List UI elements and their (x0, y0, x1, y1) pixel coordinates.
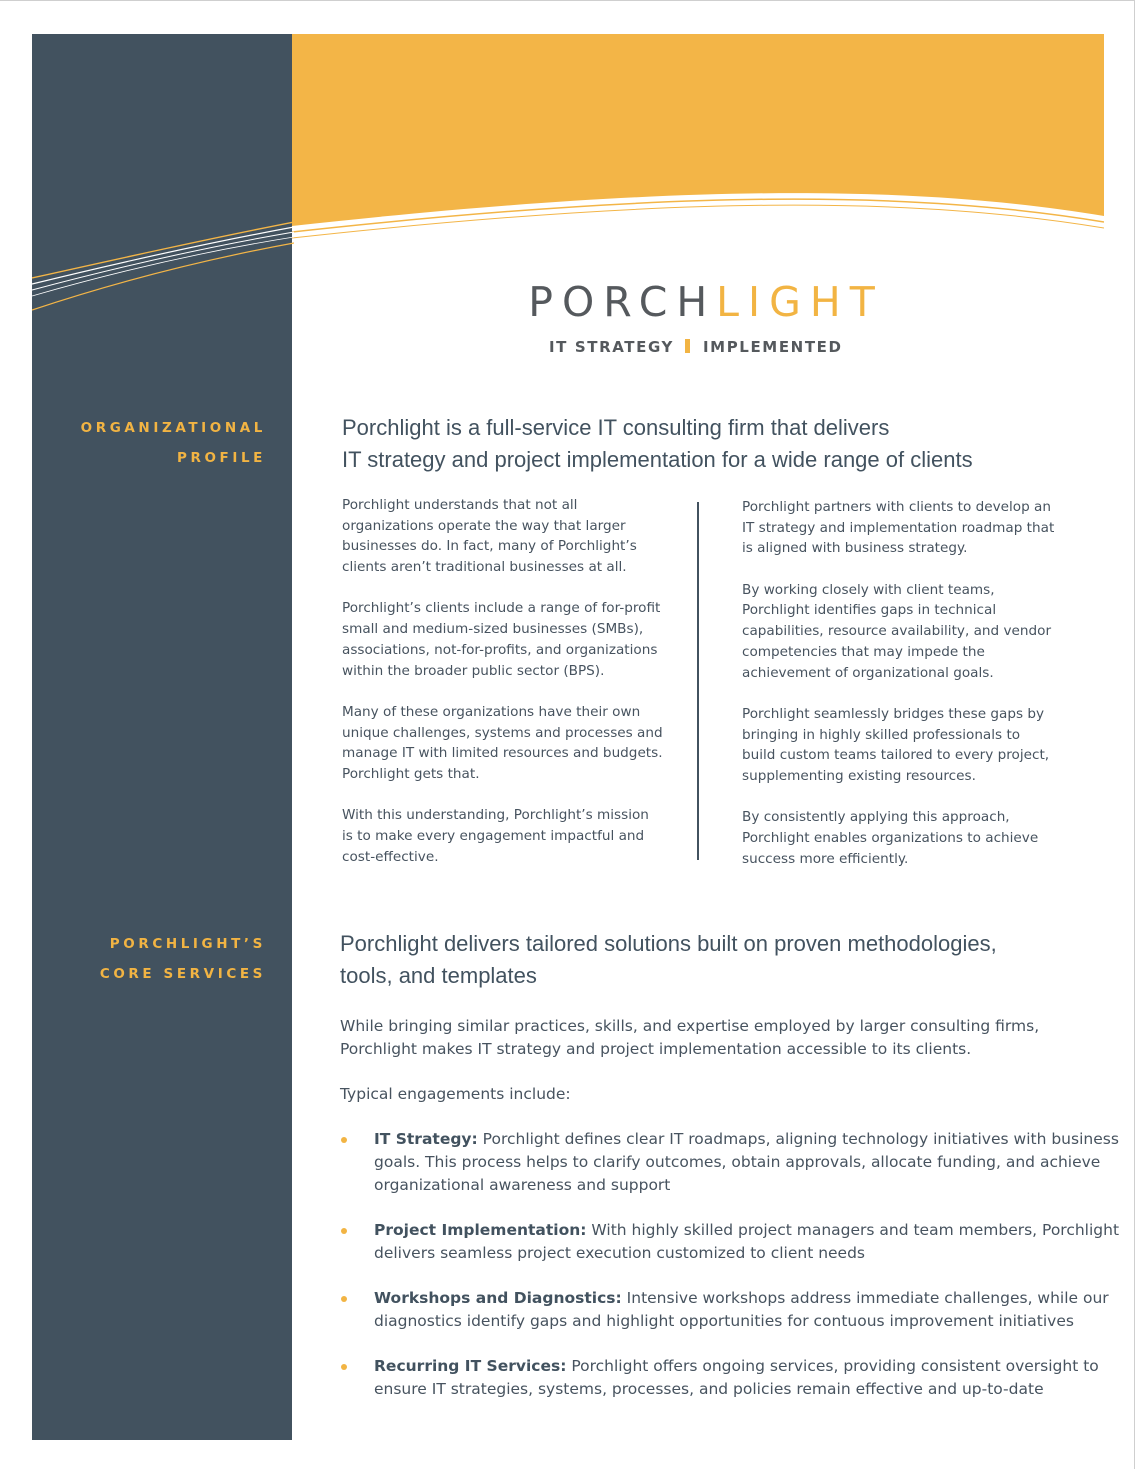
org-profile-heading-line1: Porchlight is a full-service IT consulting firm that delivers (342, 415, 890, 440)
engagement-item (340, 1355, 1100, 1401)
right_column-line: By consistently applying this approach, (742, 809, 1010, 826)
engagement-item (340, 1287, 1109, 1333)
left_column-line: clients aren’t traditional businesses at all. (342, 559, 627, 576)
right_column-line: build custom teams tailored to every project, (742, 747, 1050, 764)
engagement-item (340, 1219, 1120, 1265)
engagement-term: Recurring IT Services: (374, 1357, 567, 1375)
bullet-dot-icon (341, 1296, 347, 1302)
engagement-item-line (374, 1128, 1119, 1151)
left_column-line: is to make every engagement impactful and (342, 827, 645, 844)
right_column-paragraph (742, 497, 1054, 559)
right_column-paragraph (742, 704, 1054, 787)
engagement-item-line: ensure IT strategies, systems, processes, and policies remain effective and up-to-date (374, 1380, 1044, 1398)
core-services-heading-line2: tools, and templates (340, 963, 537, 988)
logo-porch: PORCH (528, 278, 717, 326)
org-profile-right-column (742, 497, 1054, 890)
logo-wordmark (0, 278, 1136, 326)
left_column-line: cost-effective. (342, 848, 439, 865)
left_column-line: With this understanding, Porchlight’s mission (342, 807, 649, 824)
engagement-item (340, 1128, 1119, 1197)
engagement-description: Porchlight offers ongoing services, providing consistent oversight to (566, 1357, 1099, 1375)
bullet-dot-icon (341, 1137, 347, 1143)
left_column-line: within the broader public sector (BPS). (342, 662, 605, 679)
engagement-item-line: diagnostics identify gaps and highlight opportunities for contuous improvement initiatives (374, 1312, 1074, 1330)
org-profile-heading (342, 412, 973, 476)
right_column-line: success more efficiently. (742, 850, 909, 867)
tagline-separator (685, 339, 690, 353)
engagement-term: IT Strategy: (374, 1130, 478, 1148)
core-services-heading (340, 928, 997, 992)
right_column-paragraph (742, 807, 1054, 869)
left_column-line: small and medium-sized businesses (SMBs), (342, 621, 644, 638)
core-services-label-line1: PORCHLIGHT’S (109, 936, 266, 952)
left_column-paragraph (342, 805, 663, 867)
core-services-intro-line1: While bringing similar practices, skills, and expertise employed by larger consulting firms, (340, 1017, 1040, 1035)
right_column-line: Porchlight enables organizations to achieve (742, 829, 1039, 846)
engagement-item-line: delivers seamless project execution customized to client needs (374, 1244, 866, 1262)
left_column-paragraph (342, 598, 663, 681)
bullet-dot-icon (341, 1364, 347, 1370)
right_column-line: Porchlight seamlessly bridges these gaps by (742, 705, 1045, 722)
tagline-right: IMPLEMENTED (703, 338, 843, 356)
right_column-line: Porchlight partners with clients to develop an (742, 499, 1051, 515)
engagement-term: Workshops and Diagnostics: (374, 1289, 622, 1307)
left_column-line: Many of these organizations have their own (342, 703, 641, 720)
left_column-paragraph (342, 495, 663, 578)
left_column-line: Porchlight gets that. (342, 765, 480, 782)
right_column-line: Porchlight identifies gaps in technical (742, 602, 997, 619)
org-profile-label (81, 413, 266, 473)
left_column-line: unique challenges, systems and processes and (342, 724, 663, 741)
left_column-line: Porchlight understands that not all (342, 497, 578, 513)
engagement-term: Project Implementation: (374, 1221, 587, 1239)
right_column-line: By working closely with client teams, (742, 581, 995, 598)
core-services-intro (340, 1015, 1039, 1061)
left_column-line: Porchlight’s clients include a range of for-profit (342, 600, 661, 617)
core-services-intro-line2: Porchlight makes IT strategy and project implementation accessible to its clients. (340, 1040, 972, 1058)
engagement-item-line: organizational awareness and support (374, 1176, 671, 1194)
engagement-list (340, 1128, 1120, 1423)
core-services-heading-line1: Porchlight delivers tailored solutions built on proven methodologies, (340, 931, 997, 956)
right_column-line: IT strategy and implementation roadmap that (742, 519, 1055, 536)
org-profile-left-column (342, 495, 663, 888)
left_column-paragraph (342, 702, 663, 785)
logo-light: LIGHT (716, 278, 884, 326)
column-divider (697, 502, 699, 860)
right_column-line: is aligned with business strategy. (742, 540, 968, 557)
banner-swoosh (292, 34, 1104, 294)
engagement-item-line (374, 1287, 1109, 1310)
left_column-line: businesses do. In fact, many of Porchlight’s (342, 538, 637, 555)
left_column-line: manage IT with limited resources and budgets. (342, 745, 663, 762)
right_column-line: bringing in highly skilled professionals to (742, 726, 1021, 743)
logo-tagline (549, 338, 869, 356)
org-profile-label-line1: ORGANIZATIONAL (80, 420, 266, 436)
core-services-label (100, 929, 266, 989)
bullet-dot-icon (341, 1228, 347, 1234)
engagement-item-line: goals. This process helps to clarify outcomes, obtain approvals, allocate funding, and achieve (374, 1153, 1101, 1171)
left_column-line: organizations operate the way that larger (342, 517, 626, 534)
engagement-item-line (374, 1219, 1120, 1242)
core-services-label-line2: CORE SERVICES (99, 966, 266, 982)
right_column-line: achievement of organizational goals. (742, 664, 994, 681)
org-profile-heading-line2: IT strategy and project implementation for a wide range of clients (342, 447, 973, 472)
right_column-line: capabilities, resource availability, and vendor (742, 623, 1052, 640)
tagline-left: IT STRATEGY (549, 338, 674, 356)
typical-engagements-text: Typical engagements include: (340, 1085, 571, 1103)
engagement-description: With highly skilled project managers and team members, Porchlight (586, 1221, 1120, 1239)
right_column-line: competencies that may impede the (742, 643, 985, 660)
engagement-description: Porchlight defines clear IT roadmaps, aligning technology initiatives with business (477, 1130, 1119, 1148)
right_column-line: supplementing existing resources. (742, 767, 976, 784)
org-profile-label-line2: PROFILE (176, 450, 266, 466)
left_column-line: associations, not-for-profits, and organizations (342, 641, 658, 658)
engagement-item-line (374, 1355, 1100, 1378)
engagement-description: Intensive workshops address immediate challenges, while our (621, 1289, 1109, 1307)
right_column-paragraph (742, 580, 1054, 684)
